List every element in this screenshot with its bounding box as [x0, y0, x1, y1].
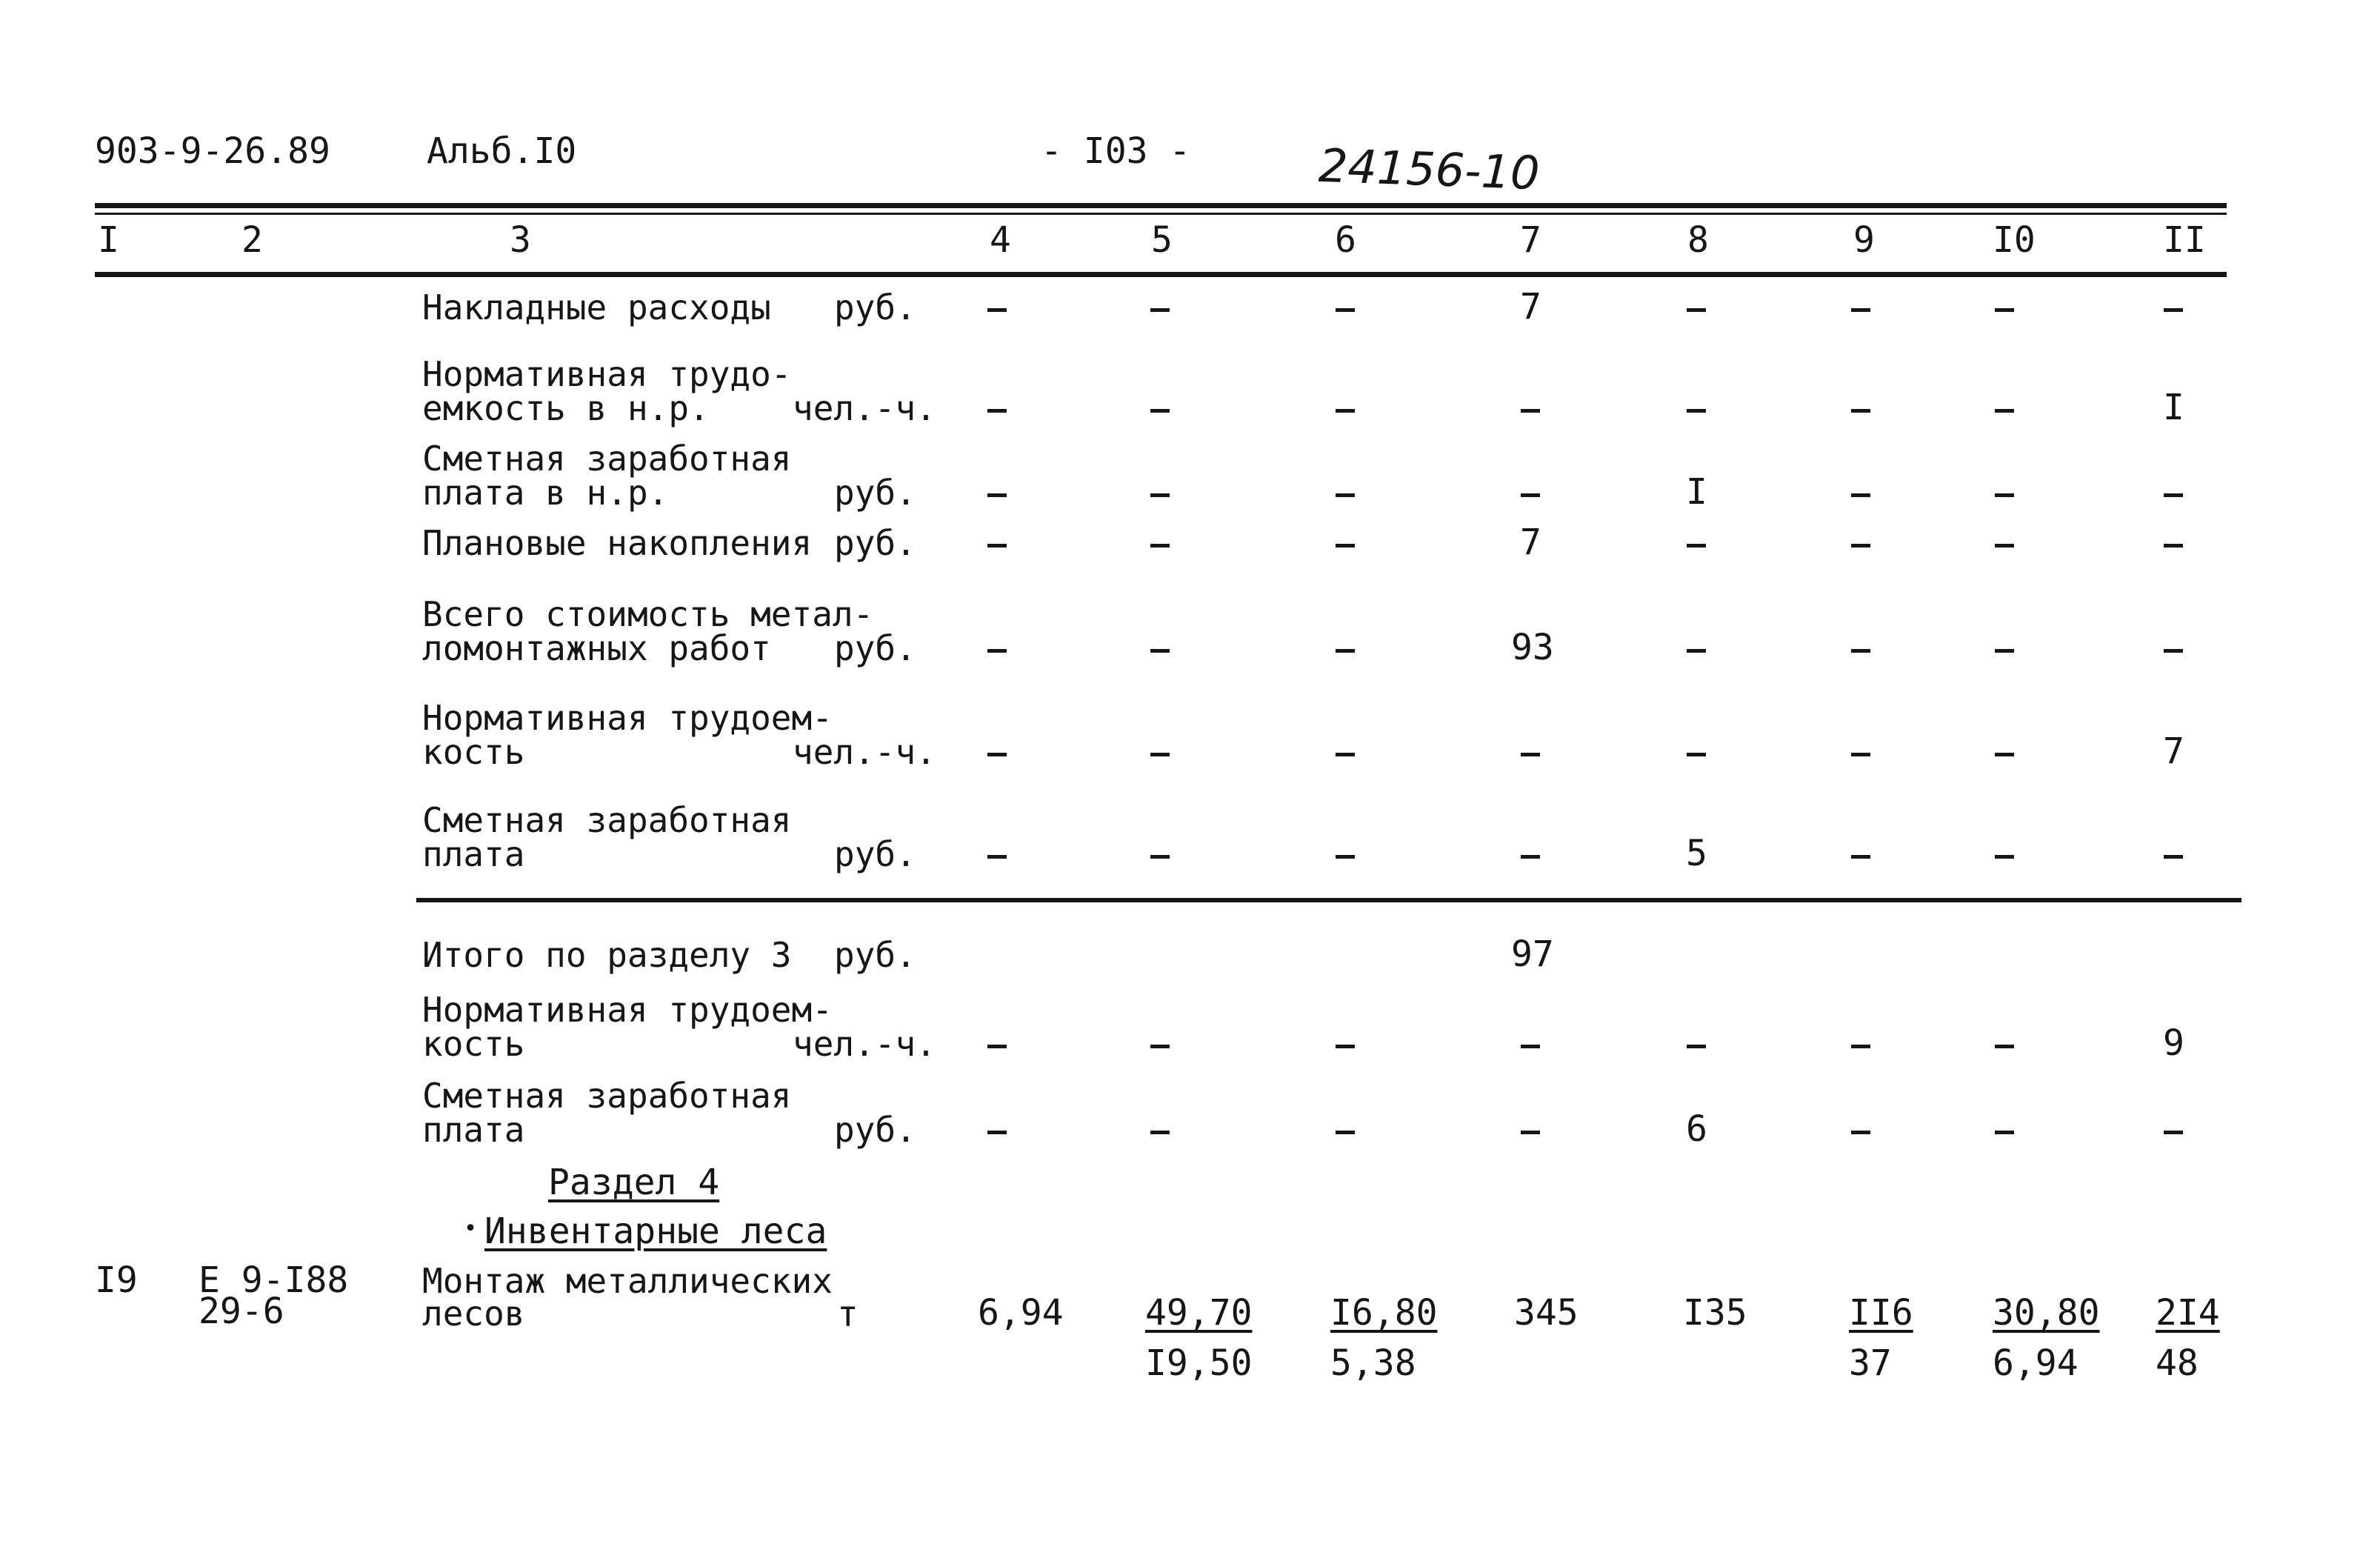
empty-value-dash	[1687, 308, 1706, 312]
column-header: 3	[510, 219, 531, 261]
row-label: плата в н.р.	[422, 473, 669, 513]
column-header: 2	[241, 219, 263, 261]
empty-value-dash	[1995, 493, 2014, 497]
empty-value-dash	[987, 1131, 1007, 1134]
empty-value-dash	[987, 409, 1007, 413]
empty-value-dash	[1150, 649, 1170, 653]
empty-value-dash	[1150, 753, 1170, 756]
value-cell: 6	[1686, 1108, 1707, 1150]
item-name: Монтаж металлических	[422, 1261, 833, 1301]
item-name: лесов	[422, 1294, 525, 1334]
empty-value-dash	[1995, 649, 2014, 653]
row-label: кость	[422, 732, 525, 772]
handwritten-inventory-number: 24156-10	[1317, 138, 1541, 201]
row-label: емкость в н.р.	[422, 388, 710, 428]
value-cell: 7	[1520, 522, 1541, 563]
empty-value-dash	[1521, 1131, 1540, 1134]
empty-value-dash	[2164, 1131, 2183, 1134]
empty-value-dash	[1851, 1131, 1870, 1134]
empty-value-dash	[1687, 409, 1706, 413]
section-4-title: Раздел 4	[548, 1162, 720, 1203]
empty-value-dash	[1336, 544, 1355, 547]
empty-value-dash	[2164, 308, 2183, 312]
item-code: 29-6	[199, 1291, 284, 1332]
empty-value-dash	[1150, 493, 1170, 497]
empty-value-dash	[1995, 855, 2014, 859]
header-rule-top	[95, 203, 2227, 208]
item-number: I9	[95, 1259, 138, 1301]
section-total-rule	[416, 898, 2241, 902]
empty-value-dash	[1687, 753, 1706, 756]
empty-value-dash	[987, 544, 1007, 547]
empty-value-dash	[1851, 308, 1870, 312]
empty-value-dash	[1150, 308, 1170, 312]
empty-value-dash	[2164, 855, 2183, 859]
empty-value-dash	[1521, 1045, 1540, 1048]
value-cell: 48	[2156, 1342, 2199, 1384]
album-number: Альб.I0	[427, 130, 577, 172]
empty-value-dash	[1995, 1045, 2014, 1048]
document-code: 903-9-26.89	[95, 130, 330, 172]
row-label: Итого по разделу 3	[422, 935, 792, 975]
value-cell: 6,94	[1993, 1342, 2079, 1384]
empty-value-dash	[1995, 1131, 2014, 1134]
row-unit: чел.-ч.	[793, 732, 936, 772]
value-cell: 345	[1514, 1292, 1579, 1334]
column-header: II	[2163, 219, 2206, 261]
column-header: 4	[990, 219, 1011, 261]
empty-value-dash	[2164, 544, 2183, 547]
empty-value-dash	[1336, 308, 1355, 312]
empty-value-dash	[1851, 544, 1870, 547]
row-label: плата	[422, 834, 525, 874]
value-cell: 6,94	[978, 1292, 1064, 1334]
empty-value-dash	[2164, 649, 2183, 653]
column-header: 5	[1151, 219, 1173, 261]
empty-value-dash	[987, 1045, 1007, 1048]
row-label: Сметная заработная	[422, 439, 792, 479]
row-label: Нормативная трудо-	[422, 354, 792, 394]
value-cell: 37	[1849, 1342, 1892, 1384]
value-cell: II6	[1849, 1292, 1913, 1334]
value-cell: 5,38	[1330, 1342, 1416, 1384]
empty-value-dash	[1851, 855, 1870, 859]
value-cell: 7	[1520, 286, 1541, 327]
page-number: - I03 -	[1041, 130, 1191, 172]
empty-value-dash	[1336, 753, 1355, 756]
empty-value-dash	[1336, 649, 1355, 653]
empty-value-dash	[1995, 544, 2014, 547]
row-unit: руб.	[834, 523, 916, 563]
empty-value-dash	[1851, 409, 1870, 413]
empty-value-dash	[1521, 855, 1540, 859]
empty-value-dash	[1687, 544, 1706, 547]
empty-value-dash	[1336, 493, 1355, 497]
empty-value-dash	[2164, 493, 2183, 497]
column-header-rule	[95, 272, 2227, 277]
empty-value-dash	[1150, 855, 1170, 859]
empty-value-dash	[1521, 409, 1540, 413]
row-unit: руб.	[834, 287, 916, 327]
empty-value-dash	[1851, 493, 1870, 497]
row-label: Накладные расходы	[422, 287, 771, 327]
empty-value-dash	[987, 649, 1007, 653]
value-cell: 97	[1511, 933, 1554, 975]
empty-value-dash	[1995, 753, 2014, 756]
section-4-marker: •	[464, 1216, 478, 1242]
row-label: ломонтажных работ	[422, 628, 771, 668]
empty-value-dash	[1521, 493, 1540, 497]
empty-value-dash	[1687, 649, 1706, 653]
row-unit: руб.	[834, 473, 916, 513]
row-label: Сметная заработная	[422, 800, 792, 840]
empty-value-dash	[1995, 409, 2014, 413]
header-rule-second	[95, 213, 2227, 215]
row-unit: чел.-ч.	[793, 388, 936, 428]
value-cell: 49,70	[1145, 1292, 1253, 1334]
empty-value-dash	[1150, 1131, 1170, 1134]
row-label: Нормативная трудоем-	[422, 698, 833, 738]
value-cell: 2I4	[2156, 1292, 2220, 1334]
empty-value-dash	[1336, 1045, 1355, 1048]
empty-value-dash	[987, 493, 1007, 497]
row-unit: чел.-ч.	[793, 1024, 936, 1064]
section-4-subtitle: Инвентарные леса	[484, 1211, 827, 1252]
empty-value-dash	[1150, 1045, 1170, 1048]
value-cell: I6,80	[1330, 1292, 1438, 1334]
item-unit: т	[837, 1294, 859, 1335]
column-header: 7	[1520, 219, 1541, 261]
value-cell: 93	[1511, 627, 1554, 668]
value-cell: 7	[2163, 730, 2184, 772]
column-header: 9	[1853, 219, 1875, 261]
value-cell: I	[1686, 471, 1707, 513]
empty-value-dash	[1336, 855, 1355, 859]
row-unit: руб.	[834, 935, 916, 975]
column-header: I0	[1993, 219, 2036, 261]
row-unit: руб.	[834, 834, 916, 874]
row-label: Всего стоимость метал-	[422, 594, 874, 634]
row-label: плата	[422, 1110, 525, 1150]
row-unit: руб.	[834, 628, 916, 668]
empty-value-dash	[1851, 649, 1870, 653]
empty-value-dash	[1687, 1045, 1706, 1048]
value-cell: 5	[1686, 833, 1707, 874]
empty-value-dash	[1851, 753, 1870, 756]
column-header: 8	[1687, 219, 1709, 261]
column-header: I	[98, 219, 119, 261]
empty-value-dash	[1336, 1131, 1355, 1134]
empty-value-dash	[1336, 409, 1355, 413]
empty-value-dash	[987, 855, 1007, 859]
value-cell: 30,80	[1993, 1292, 2100, 1334]
empty-value-dash	[1851, 1045, 1870, 1048]
empty-value-dash	[987, 308, 1007, 312]
column-header: 6	[1335, 219, 1356, 261]
row-unit: руб.	[834, 1110, 916, 1150]
empty-value-dash	[1521, 753, 1540, 756]
row-label: Сметная заработная	[422, 1076, 792, 1116]
empty-value-dash	[1150, 544, 1170, 547]
item-code: Е 9-I88	[199, 1259, 349, 1301]
row-label: Нормативная трудоем-	[422, 990, 833, 1030]
row-label: кость	[422, 1024, 525, 1064]
empty-value-dash	[1995, 308, 2014, 312]
value-cell: I9,50	[1145, 1342, 1253, 1384]
empty-value-dash	[987, 753, 1007, 756]
empty-value-dash	[1150, 409, 1170, 413]
row-label: Плановые накопления	[422, 523, 813, 563]
value-cell: I35	[1683, 1292, 1747, 1334]
value-cell: I	[2163, 387, 2184, 428]
value-cell: 9	[2163, 1022, 2184, 1064]
